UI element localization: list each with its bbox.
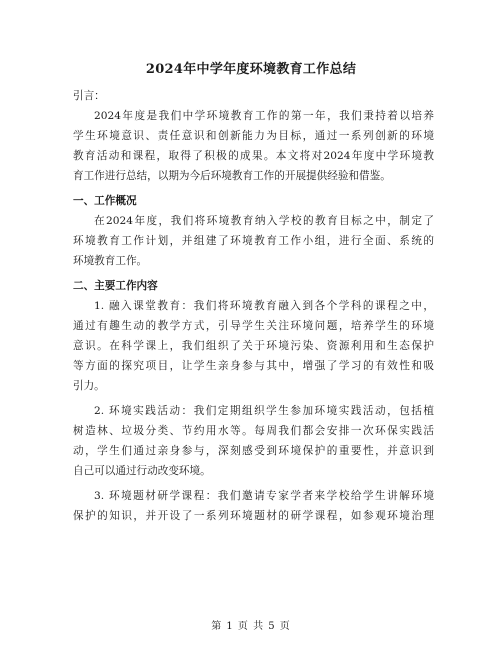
paragraph-line: 在2024年度，我们将环境教育纳入学校的教育目标之中，制定了: [94, 215, 434, 227]
paragraph-line: 通过有趣生动的教学方式，引导学生关注环境问题，培养学生的环境: [73, 320, 434, 332]
document-title: 2024年中学年度环境教育工作总结: [145, 62, 357, 77]
intro-paragraph: [73, 106, 434, 186]
section-heading: 一、工作概况: [73, 195, 137, 207]
paragraph-line: 育工作进行总结，以期为今后环境教育工作的开展提供经验和借鉴。: [73, 170, 391, 182]
paragraph-line: 2. 环境实践活动：我们定期组织学生参加环境实践活动，包括植: [94, 405, 434, 417]
paragraph-line: 引力。: [73, 380, 105, 392]
item1-paragraph: [73, 296, 434, 396]
item2-paragraph: [73, 401, 434, 481]
paragraph-line: 环境教育工作计划，并组建了环境教育工作小组，进行全面、系统的: [73, 235, 434, 247]
intro-label: 引言：: [73, 90, 105, 102]
paragraph-line: 保护的知识，并开设了一系列环境题材的研学课程，如参观环境治理: [73, 510, 434, 522]
paragraph-line: 学生环境意识、责任意识和创新能力为目标，通过一系列创新的环境: [73, 130, 434, 142]
paragraph-line: 意识。在科学课上，我们组织了关于环境污染、资源利用和生态保护: [73, 340, 434, 352]
paragraph-line: 环境教育工作。: [73, 255, 148, 267]
paragraph-line: 3. 环境题材研学课程：我们邀请专家学者来学校给学生讲解环境: [94, 490, 434, 502]
paragraph-line: 自己可以通过行动改变环境。: [73, 465, 211, 477]
paragraph-line: 动，学生们通过亲身参与，深刻感受到环境保护的重要性，并意识到: [73, 445, 434, 457]
section1-paragraph: [73, 211, 434, 271]
item3-paragraph: [73, 486, 434, 526]
paragraph-line: 树造林、垃圾分类、节约用水等。每周我们都会安排一次环保实践活: [73, 425, 434, 437]
paragraph-line: 1. 融入课堂教育：我们将环境教育融入到各个学科的课程之中，: [94, 300, 434, 312]
section-heading: 二、主要工作内容: [73, 280, 158, 292]
paragraph-line: 等方面的探究项目，让学生亲身参与其中，增强了学习的有效性和吸: [73, 360, 434, 372]
paragraph-line: 教育活动和课程，取得了积极的成果。本文将对2024年度中学环境教: [73, 150, 434, 162]
page-footer: 第 1 页 共 5 页: [211, 621, 291, 632]
document-body: [73, 86, 434, 531]
paragraph-line: 2024年度是我们中学环境教育工作的第一年，我们秉持着以培养: [94, 110, 434, 122]
